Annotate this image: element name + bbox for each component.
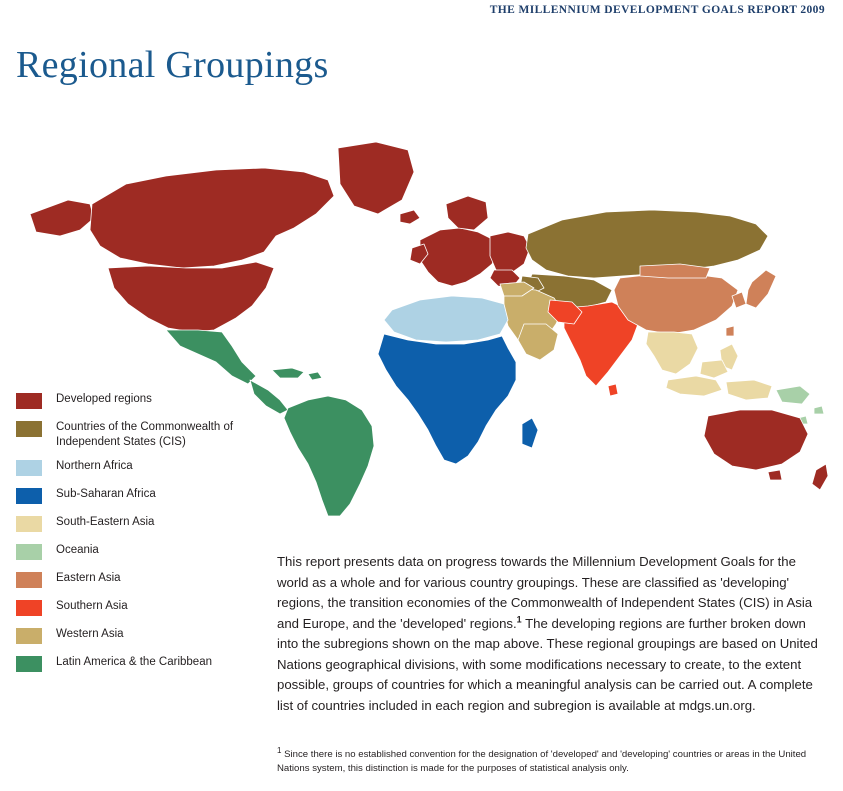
legend-swatch-southern-asia — [16, 600, 42, 616]
footnote — [277, 745, 828, 775]
region-oceania-png — [776, 386, 810, 404]
legend-item-latin-america-caribbean — [16, 655, 262, 673]
legend-item-developed-regions — [16, 392, 262, 410]
intro-paragraph-part-2: The developing regions are further broken down into the subregions shown on the map above. These regional groupings are based on United Nations geographical divisions, with some modifications necessary to create, to the extent possible, groups of countries for which a meaningful analysis can be carried out. A complete list of countries included in each region and subregion is available at mdgs.un.org. — [277, 615, 818, 713]
legend-item-sub-saharan-africa — [16, 487, 262, 505]
region-iceland — [400, 210, 420, 224]
region-australia — [704, 410, 808, 470]
region-northern-africa — [384, 296, 508, 342]
legend-item-southern-asia — [16, 599, 262, 617]
region-caribbean-islands — [272, 368, 304, 378]
legend-item-western-asia — [16, 627, 262, 645]
region-mexico — [166, 330, 256, 384]
region-alaska — [30, 200, 94, 236]
region-tasmania — [768, 470, 782, 480]
region-greenland — [338, 142, 414, 214]
legend-label-sub-saharan-africa: Sub-Saharan Africa — [56, 488, 156, 500]
legend-swatch-latin-america-caribbean — [16, 656, 42, 672]
legend-label-western-asia: Western Asia — [56, 628, 124, 640]
region-western-europe — [420, 228, 498, 286]
region-canada — [90, 168, 334, 268]
region-united-states — [108, 262, 274, 332]
region-caribbean-islands-2 — [308, 372, 322, 380]
region-japan — [746, 270, 776, 308]
legend-item-oceania — [16, 543, 262, 561]
legend-swatch-western-asia — [16, 628, 42, 644]
legend-label-latin-america-caribbean: Latin America & the Caribbean — [56, 656, 212, 668]
region-indonesia-west — [666, 376, 722, 396]
legend-swatch-cis — [16, 421, 42, 437]
footnote-text: Since there is no established convention for the designation of 'developed' and 'developing' countries or areas in the United Nations system, this distinction is made for the purposes of statistical analysis only. — [277, 749, 807, 774]
legend-label-eastern-asia: Eastern Asia — [56, 572, 121, 584]
region-indochina — [646, 332, 698, 374]
region-arabian-peninsula — [518, 324, 558, 360]
legend-swatch-northern-africa — [16, 460, 42, 476]
legend-label-south-eastern-asia: South-Eastern Asia — [56, 516, 155, 528]
region-oceania-island-1 — [814, 406, 824, 414]
legend-label-northern-africa: Northern Africa — [56, 460, 133, 472]
legend-swatch-south-eastern-asia — [16, 516, 42, 532]
intro-paragraph-part-1: This report presents data on progress towards the Millennium Development Goals for the world as a whole and for various country groupings. These are classified as 'developing' regions, the transition economies of the Commonwealth of Independent States (CIS) in Asia and Europe, and the 'developed' regions. — [277, 554, 813, 631]
legend-label-oceania: Oceania — [56, 544, 99, 556]
legend-item-eastern-asia — [16, 571, 262, 589]
region-madagascar — [522, 418, 538, 448]
intro-paragraph — [277, 552, 828, 716]
legend-swatch-oceania — [16, 544, 42, 560]
running-head: THE MILLENNIUM DEVELOPMENT GOALS REPORT 2009 — [489, 4, 825, 16]
region-south-america — [284, 396, 374, 516]
region-new-zealand — [812, 464, 828, 490]
footnote-number: 1 — [277, 745, 282, 755]
legend-swatch-sub-saharan-africa — [16, 488, 42, 504]
legend-item-northern-africa — [16, 459, 262, 477]
legend-item-cis — [16, 420, 262, 449]
legend-label-southern-asia: Southern Asia — [56, 600, 128, 612]
legend-swatch-eastern-asia — [16, 572, 42, 588]
region-sri-lanka — [608, 384, 618, 396]
legend-swatch-developed-regions — [16, 393, 42, 409]
legend-item-south-eastern-asia — [16, 515, 262, 533]
region-sub-saharan-africa — [378, 334, 516, 464]
map-legend — [16, 392, 262, 683]
footnote-reference: 1 — [516, 614, 522, 625]
region-taiwan — [726, 326, 734, 336]
region-indonesia-east — [726, 380, 772, 400]
region-eastern-europe — [490, 232, 530, 274]
legend-label-developed-regions: Developed regions — [56, 393, 152, 405]
legend-label-cis: Countries of the Commonwealth of Independent States (CIS) — [56, 421, 234, 448]
region-scandinavia — [446, 196, 488, 230]
page-title: Regional Groupings — [16, 44, 329, 87]
